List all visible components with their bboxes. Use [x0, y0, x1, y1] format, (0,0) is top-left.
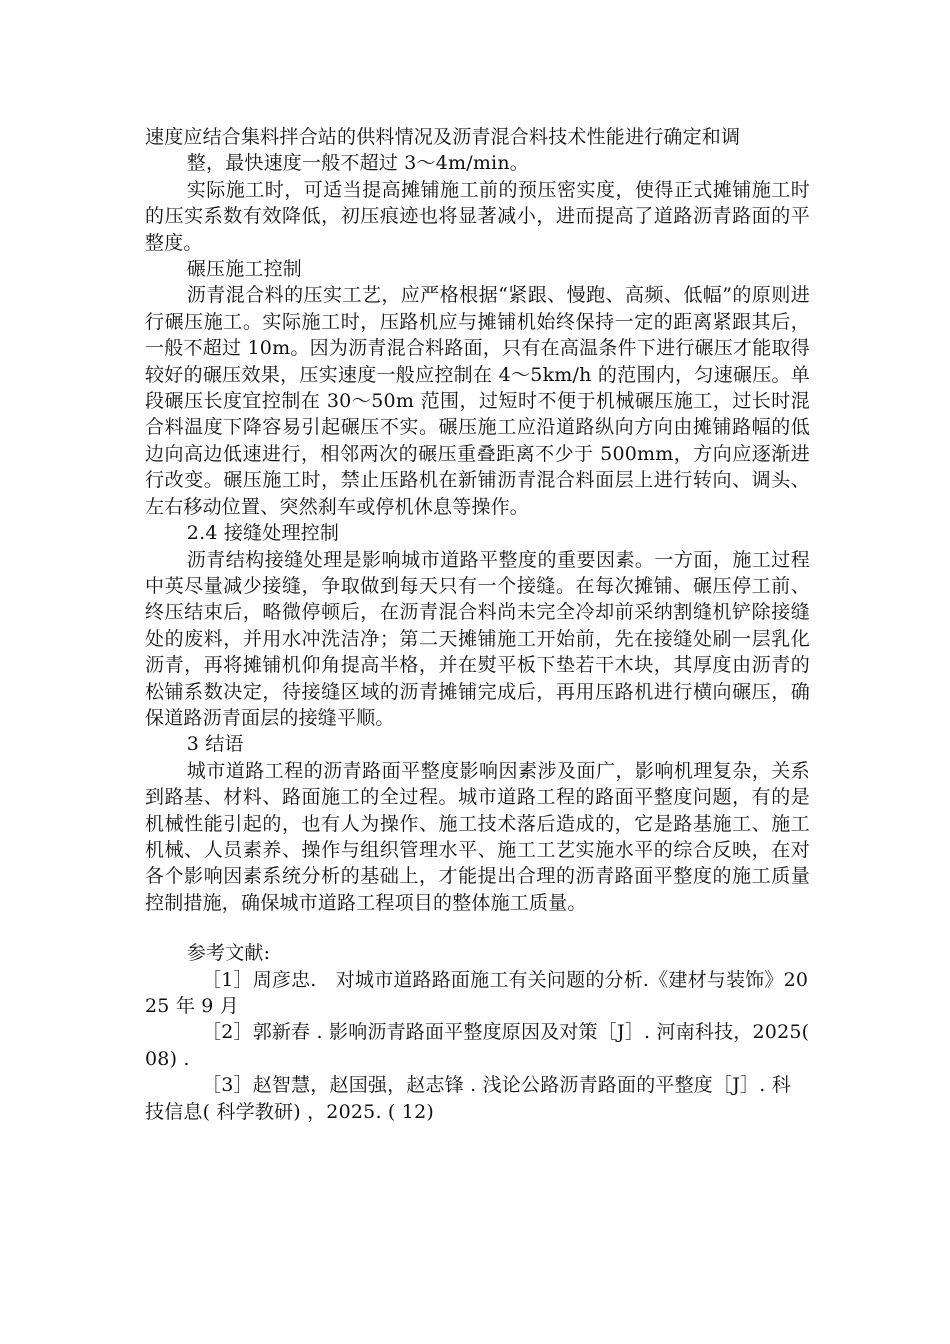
paragraph-precompaction: 实际施工时，可适当提高摊铺施工前的预压密实度，使得正式摊铺施工时的压实系数有效降低，初压痕迹也将显著减小，进而提高了道路沥青路面的平整度。	[145, 178, 810, 254]
section-heading-joint: 2.4 接缝处理控制	[186, 522, 340, 545]
section-heading-conclusion: 3 结语	[186, 733, 244, 756]
paragraph-speed-adjust: 速度应结合集料拌合站的供料情况及沥青混合料技术性能进行确定和调	[145, 126, 741, 148]
spacer	[145, 916, 810, 940]
paragraph-joint: 沥青结构接缝处理是影响城市道路平整度的重要因素。一方面，施工过程中英尽量减少接缝，争取做到每天只有一个接缝。在每次摊铺、碾压停工前、终压结束后，略微停顿后，在沥青混合料尚未完全冷却前采纳割缝机铲除接缝处的废料，并用水冲洗洁净；第二天摊铺施工开始前，先在接缝处刷一层乳化沥青，再将摊铺机仰角提高半格，并在熨平板下垫若干木块，其厚度由沥青的松铺系数决定，待接缝区域的沥青摊铺完成后，再用压路机进行横向碾压，确保道路沥青面层的接缝平顺。	[145, 548, 810, 729]
document-body	[145, 124, 810, 1125]
paragraph-max-speed: 整，最快速度一般不超过 3～4m/min。	[186, 152, 529, 175]
reference-item: ［1］周彦忠. 对城市道路路面施工有关问题的分析.《建材与装饰》2025 年 9 月	[145, 968, 809, 1017]
references-heading: 参考文献:	[186, 942, 271, 965]
paragraph-compaction: 沥青混合料的压实工艺，应严格根据“紧跟、慢跑、高频、低幅”的原则进行碾压施工。实际施工时，压路机应与摊铺机始终保持一定的距离紧跟其后，一般不超过 10m。因为沥青混合料路面，只有在高温条件下进行碾压才能取得较好的碾压效果，压实速度一般应控制在 4～5km/h 的范围内，匀速碾压。单段碾压长度宜控制在 30～50m 范围，过短时不便于机械碾压施工，过长时混合料温度下降容易引起碾压不实。碾压施工应沿道路纵向方向由摊铺路幅的低边向高边低速进行，相邻两次的碾压重叠距离不少于 500mm，方向应逐渐进行改变。碾压施工时，禁止压路机在新铺沥青混合料面层上进行转向、调头、左右移动位置、突然刹车或停机休息等操作。	[145, 284, 810, 518]
reference-item: ［2］郭新春 . 影响沥青路面平整度原因及对策［J］. 河南科技，2025( 08) .	[145, 1021, 810, 1070]
paragraph-conclusion: 城市道路工程的沥青路面平整度影响因素涉及面广，影响机理复杂，关系到路基、材料、路面施工的全过程。城市道路工程的路面平整度问题，有的是机械性能引起的，也有人为操作、施工技术落后造成的，它是路基施工、施工机械、人员素养、操作与组织管理水平、施工工艺实施水平的综合反映，在对各个影响因素系统分析的基础上，才能提出合理的沥青路面平整度的施工质量控制措施，确保城市道路工程项目的整体施工质量。	[145, 759, 810, 914]
section-heading-compaction: 碾压施工控制	[186, 258, 302, 281]
reference-item: ［3］赵智慧，赵国强，赵志锋 . 浅论公路沥青路面的平整度［J］. 科技信息( 科学教研) ，2025. ( 12)	[145, 1074, 791, 1123]
